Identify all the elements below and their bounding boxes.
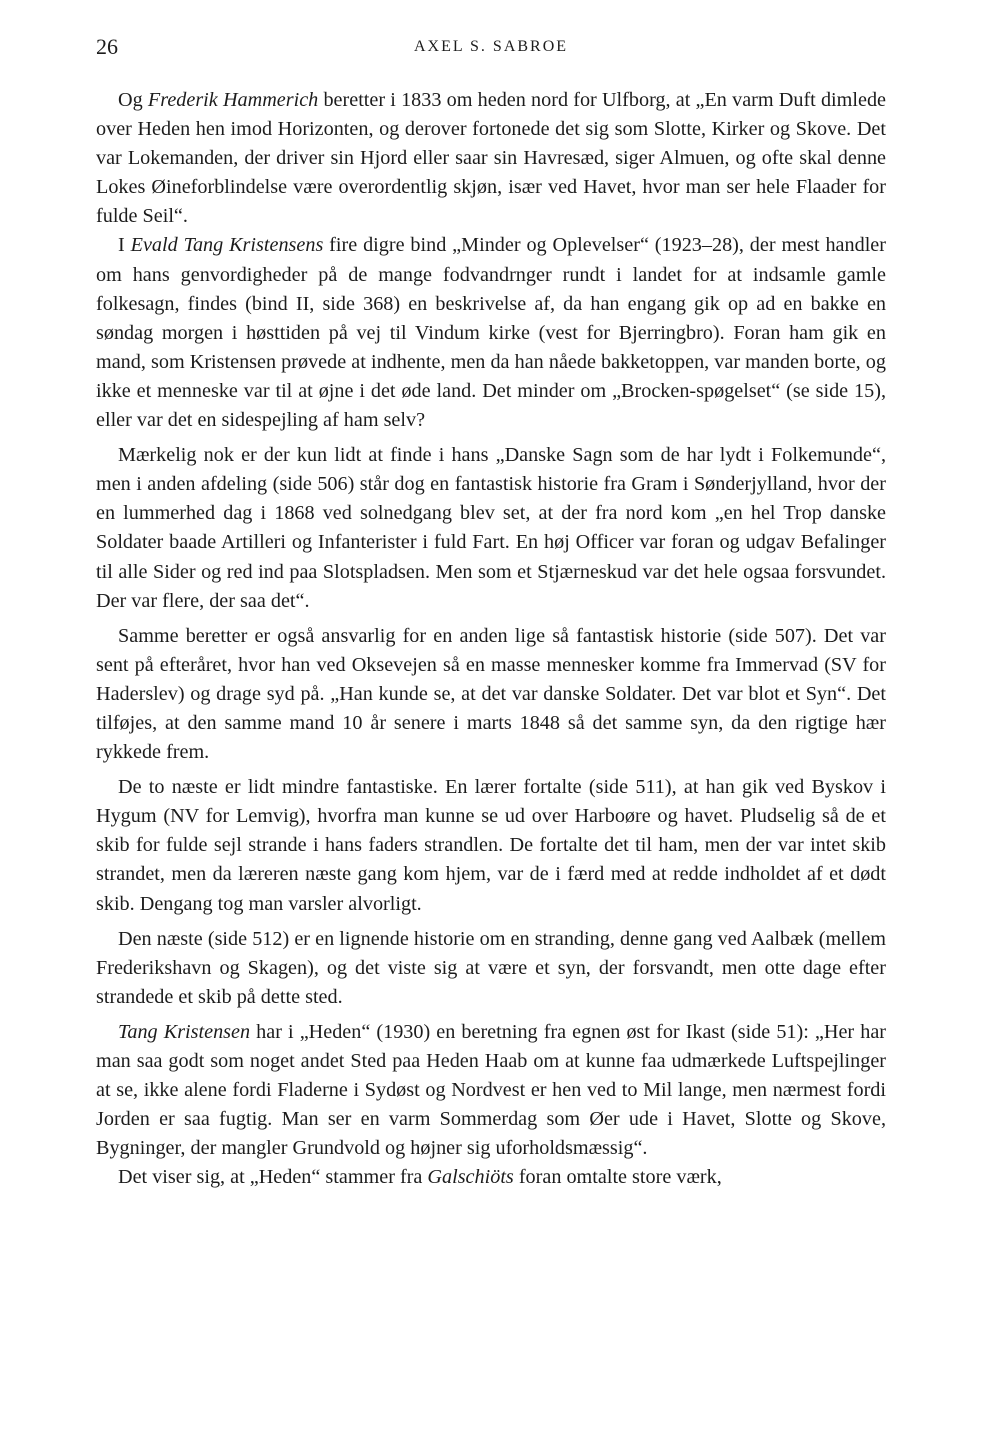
- italic-name: Galschiöts: [427, 1166, 514, 1189]
- paragraph-p6: [96, 925, 886, 1012]
- text-run: Mærkelig nok er der kun lidt at finde i hans „Danske Sagn som de har lydt i Folkemunde“, men i anden afdeling (side 506) står dog en fantastisk historie fra Gram i Sønderjylland, hvor der en lummerhed dag i 1868 ved solnedgang blev set, at der fra nord kom „en hel Trop danske Soldater baade Artilleri og Infanterister i fuld Fart. En høj Officer var foran og udgav Befalinger til alle Sider og red ind paa Slotspladsen. Men som et Stjærneskud var det hele ogsaa forsvundet. Der var flere, der saa det“.: [96, 444, 886, 612]
- italic-name: Frederik Hammerich: [147, 89, 319, 111]
- text-run: foran omtalte store værk,: [513, 1166, 722, 1189]
- text-run: Og: [118, 89, 148, 111]
- paragraph-p1: [96, 86, 886, 231]
- paragraph-p4: [96, 622, 886, 767]
- italic-name: Evald Tang Kristensens: [130, 234, 324, 257]
- text-run: har i „Heden“ (1930) en beretning fra egnen øst for Ikast (side 51): „Her har man saa godt som noget andet Sted paa Heden Haab om at kunne faa udmærkede Luftspejlinger at se, ikke alene fordi Fladerne i Sydøst og Nordvest er hen ved to Mil lange, men nærmest fordi Jorden er saa fugtig. Man ser en varm Sommerdag som Øer ude i Havet, Slotte og Skove, Bygninger, der mangler Grundvold og højner sig uforholdsmæssig“.: [96, 1020, 886, 1160]
- paragraph-p3: [96, 441, 886, 616]
- running-head: AXEL S. SABROE: [413, 38, 569, 55]
- paragraph-p2: [96, 231, 886, 435]
- paragraph-p7: [96, 1018, 886, 1163]
- italic-name: Tang Kristensen: [118, 1020, 251, 1043]
- text-run: beretter i 1833 om heden nord for Ulfborg, at „En varm Duft dimlede over Heden hen imod Horizonten, og derover fortonede det sig som Slotte, Kirker og Skove. Det var Lokemanden, der driver sin Hjord eller saar sin Havresæd, siger Almuen, og ofte skal denne Lokes Øineforblindelse være overordentlig skjøn, især ved Havet, hvor man ser hele Flaader for fulde Seil“.: [96, 89, 886, 228]
- page-number: 26: [96, 34, 118, 59]
- text-run: Den næste (side 512) er en lignende historie om en stranding, denne gang ved Aalbæk (mellem Frederikshavn og Skagen), og det viste sig at være et syn, der forsvandt, men otte dage efter strandede et skib på dette sted.: [96, 927, 886, 1008]
- paragraph-p8: [96, 1163, 886, 1192]
- text-run: De to næste er lidt mindre fantastiske. En lærer fortalte (side 511), at han gik ved Byskov i Hygum (NV for Lemvig), hvorfra man kunne se ud over Harboøre og havet. Pludselig så de et skib for fulde sejl strande i hans faders strandlen. De fortalte det til ham, men der var intet skib strandet, men da læreren næste gang kom hjem, var de i færd med at redde indholdet af et dødt skib. Dengang tog man varsler alvorligt.: [96, 776, 886, 915]
- text-run: I: [118, 234, 131, 257]
- text-run: Samme beretter er også ansvarlig for en anden lige så fantastisk historie (side 507). Det var sent på efteråret, hvor han ved Oksevejen så en masse mennesker komme fra Immervad (SV for Haderslev) og drage syd på. „Han kunde se, at det var danske Soldater. Det var blot et Syn“. Det tilføjes, at den samme mand 10 år senere i marts 1848 så det samme syn, da den rigtige hær rykkede frem.: [96, 624, 886, 764]
- body-text: [96, 86, 886, 1192]
- paragraph-p5: [96, 773, 886, 918]
- text-run: Det viser sig, at „Heden“ stammer fra: [118, 1166, 428, 1189]
- text-run: fire digre bind „Minder og Oplevelser“ (1923–28), der mest handler om hans genvordigheder på de mange fodvandrnger rundt i landet for at indsamle gamle folkesagn, findes (bind II, side 368) en beskrivelse af, da han engang gik op ad en bakke en søndag morgen i høsttiden på vej til Vindum kirke (vest for Bjerringbro). Foran ham gik en mand, som Kristensen prøvede at indhente, men da han nåede bakketoppen, var manden borte, og ikke et menneske var til at øjne i det øde land. Det minder om „Brocken-spøgelset“ (se side 15), eller var det en sidespejling af ham selv?: [96, 234, 886, 432]
- page-header: [96, 34, 886, 64]
